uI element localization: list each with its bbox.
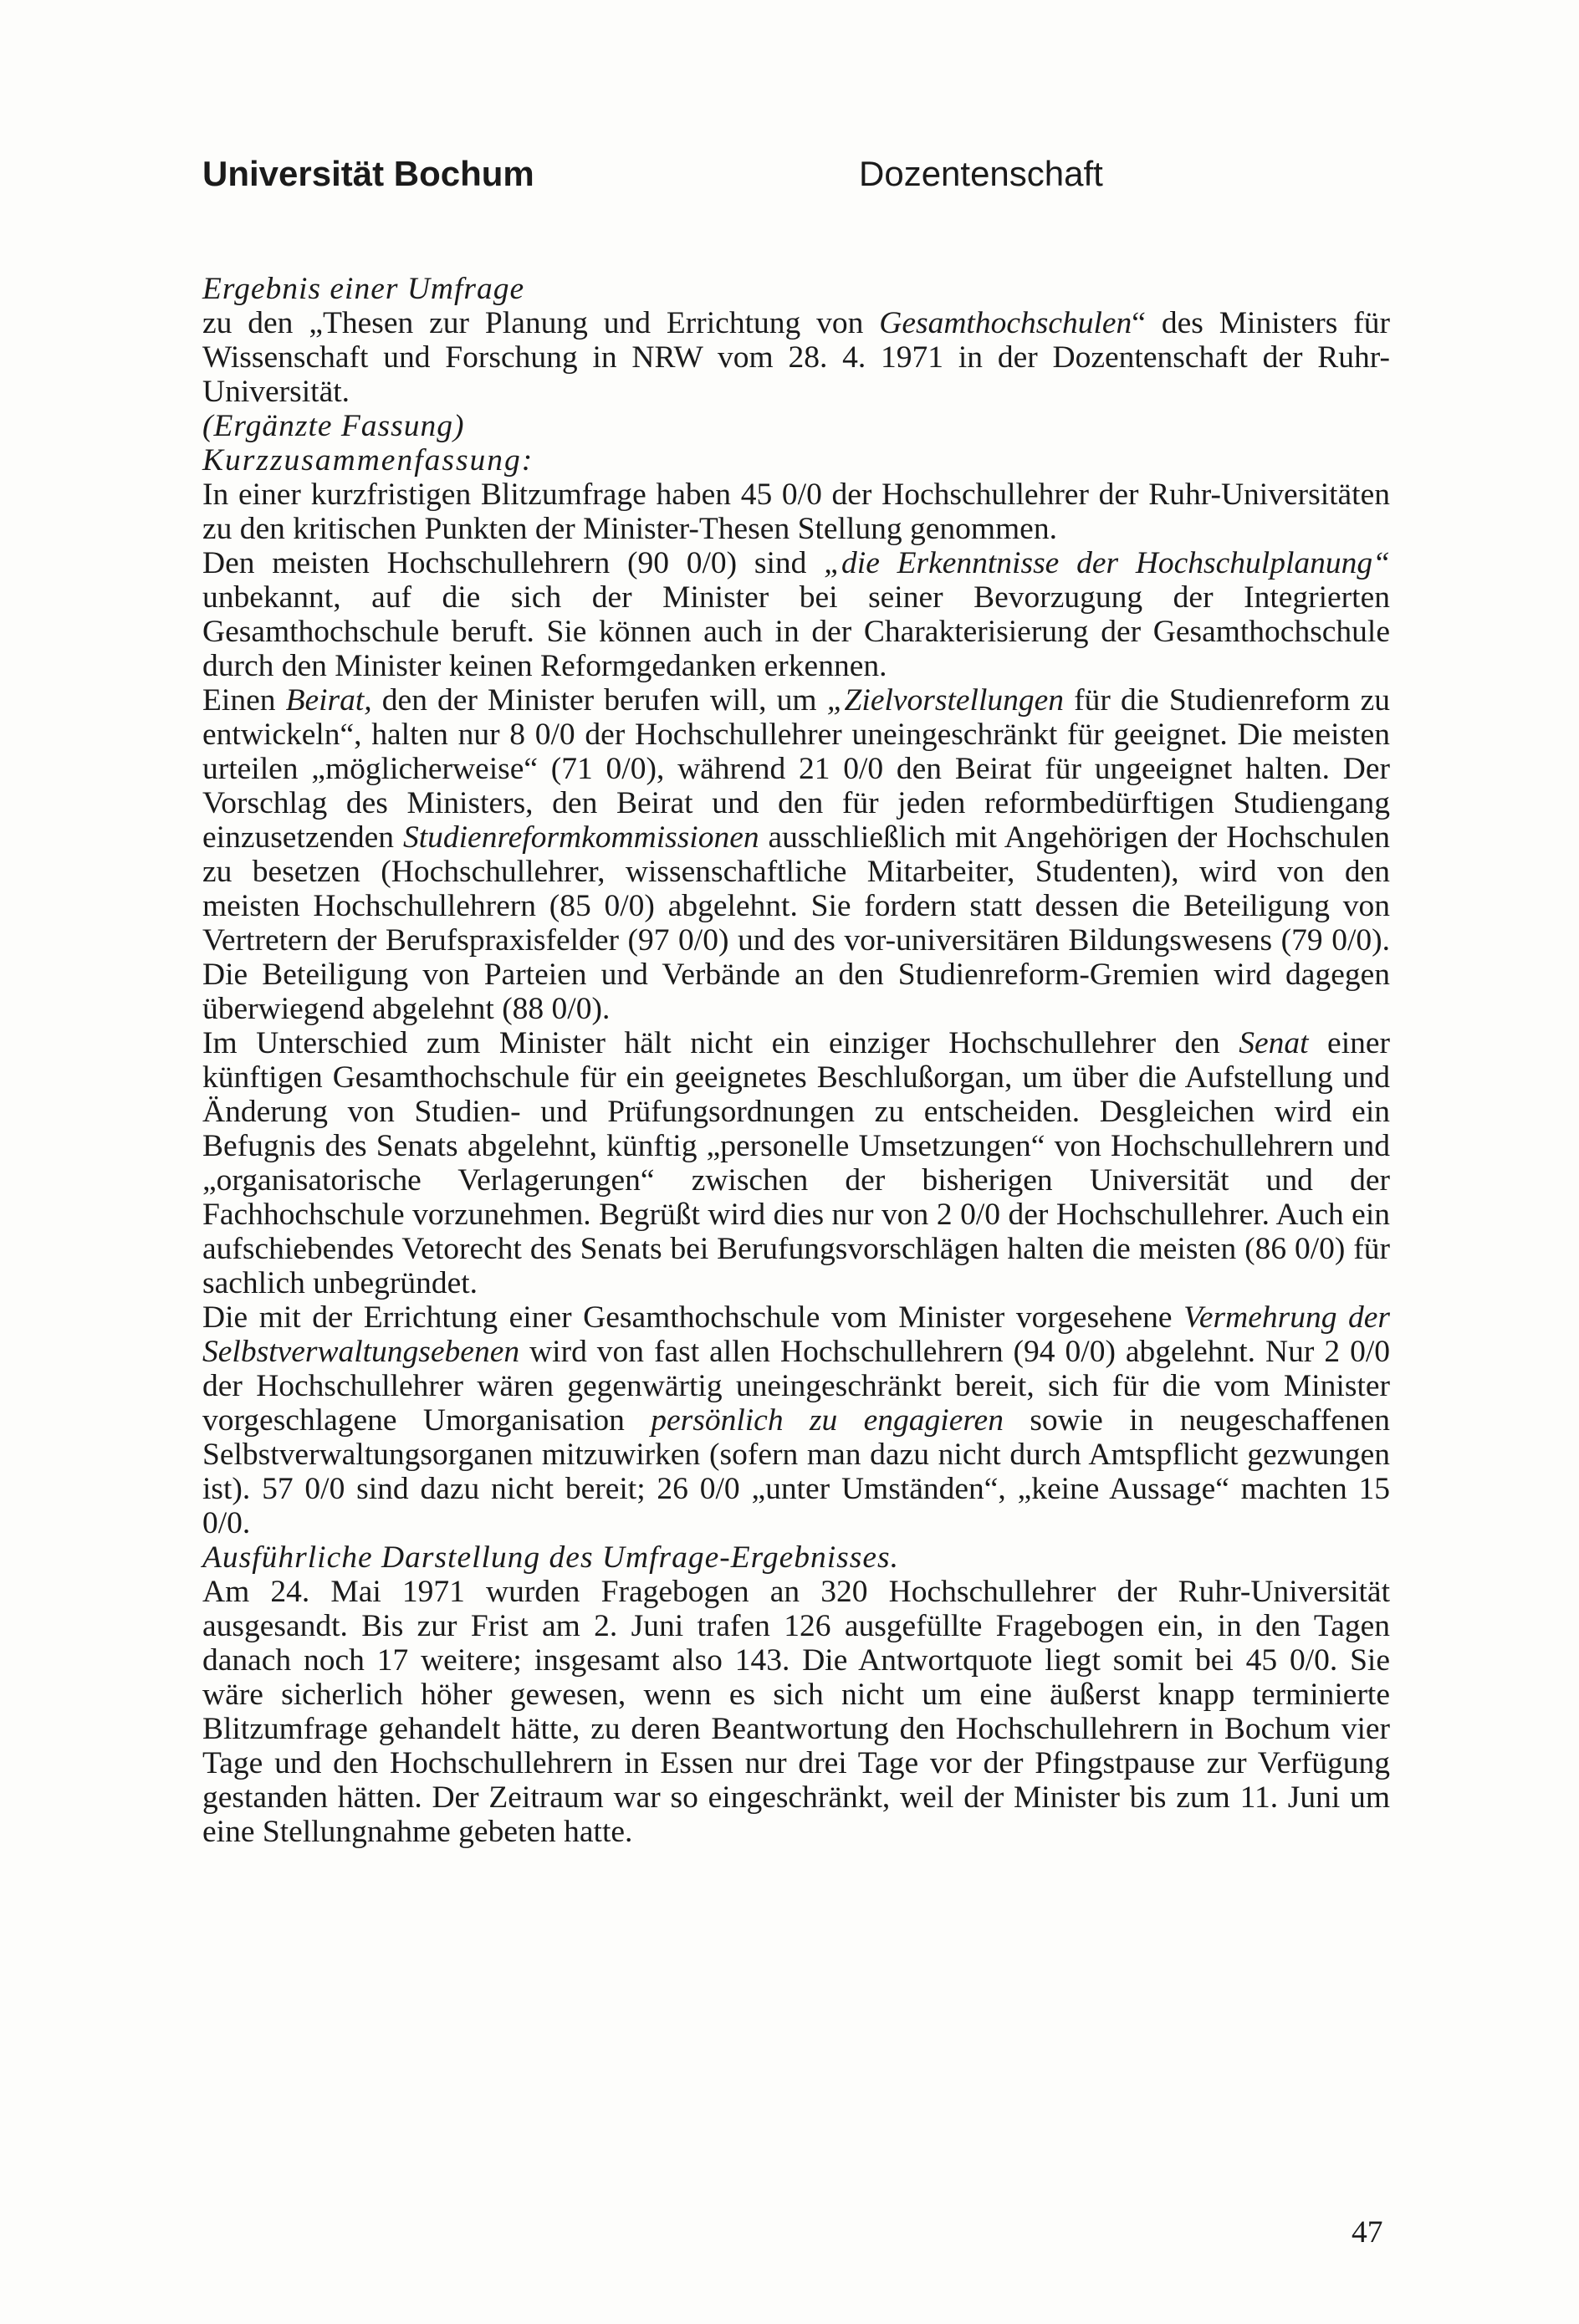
p2-text-a: Den meisten Hochschullehrern (90 0/0) sind — [202, 546, 825, 580]
header-department: Dozentenschaft — [859, 154, 1103, 193]
version-note: (Ergänzte Fassung) — [202, 409, 465, 443]
p5-text-e: sowie in neugeschaffenen Selbstverwaltungsorganen mitzuwirken (sofern man dazu nicht durch Amtspflicht gezwungen ist). 57 0/0 sind dazu nicht bereit; 26 0/0 „unter Umständen“, „keine Aussage“ machten 15 0/0. — [202, 1403, 1391, 1540]
intro-text-a: zu den „Thesen zur Planung und Errichtung von — [202, 306, 880, 340]
intro-paragraph — [202, 306, 1390, 409]
intro-text-c: “ des Ministers für Wissenschaft und Forschung in NRW vom 28. 4. 1971 in der Dozentenschaft der Ruhr-Universität. — [202, 306, 1390, 409]
summary-heading: Kurzzusammenfassung: — [202, 443, 534, 478]
summary-paragraph-4 — [202, 1026, 1390, 1300]
intro-emphasis: Gesamthochschulen — [879, 306, 1132, 340]
summary-paragraph-2 — [202, 546, 1390, 683]
p4-emphasis-senat: Senat — [1239, 1026, 1309, 1060]
p2-emphasis: „die Erkenntnisse der Hochschulplanung“ — [824, 546, 1390, 580]
p3-text-e: für die Studienreform zu entwickeln“, halten nur 8 0/0 der Hochschullehrer uneingeschränkt für geeignet. Die meisten urteilen „möglicherweise“ (71 0/0), während 21 0/0 den Beirat für ungeeignet halten. Der Vorschlag des Ministers, den Beirat und den für jeden reformbedürftigen Studiengang einzusetzenden — [202, 683, 1390, 855]
p5-text-c: wird von fast allen Hochschullehrern (94 0/0) abgelehnt. Nur 2 0/0 der Hochschullehrer wären gegenwärtig uneingeschränkt bereit, sich für die vom Minister vorgeschlagene Umorganisation — [202, 1335, 1390, 1438]
p3-text-a: Einen — [202, 683, 286, 718]
p4-text-a: Im Unterschied zum Minister hält nicht ein einziger Hochschullehrer den — [202, 1026, 1239, 1060]
header-institution: Universität Bochum — [202, 154, 534, 193]
document-body — [202, 272, 1390, 1849]
p3-emphasis-ziel: „Zielvorstellungen — [826, 683, 1065, 718]
p5-text-a: Die mit der Errichtung einer Gesamthochschule vom Minister vorgesehene — [202, 1300, 1184, 1335]
page-number: 47 — [1352, 2215, 1383, 2250]
p5-emphasis-engagieren: persönlich zu engagieren — [651, 1403, 1004, 1438]
p3-text-c: den der Minister berufen will, um — [371, 683, 827, 718]
p4-text-c: einer künftigen Gesamthochschule für ein geeignetes Beschlußorgan, um über die Aufstellung und Änderung von Studien- und Prüfungsordnungen zu entscheiden. Desgleichen wird ein Befugnis des Senats abgelehnt, künftig „personelle Umsetzungen“ von Hochschullehrern und „organisatorische Verlagerungen“ zwischen der bisherigen Universität und der Fachhochschule vorzunehmen. Begrüßt wird dies nur von 2 0/0 der Hochschullehrer. Auch ein aufschiebendes Vetorecht des Senats bei Berufungsvorschlägen halten die meisten (86 0/0) für sachlich unbegründet. — [202, 1026, 1390, 1300]
p3-emphasis-beirat: Beirat, — [285, 683, 372, 718]
section-heading: Ausführliche Darstellung des Umfrage-Ergebnisses. — [202, 1540, 899, 1575]
p3-emphasis-kommission: Studienreformkommissionen — [402, 820, 759, 855]
p5-emphasis-vermehrung: Vermehrung der Selbstverwaltungsebenen — [202, 1300, 1390, 1369]
p2-text-c: unbekannt, auf die sich der Minister bei seiner Bevorzugung der Integrierten Gesamthochschule beruft. Sie können auch in der Charakterisierung der Gesamthochschule durch den Minister keinen Reformgedanken erkennen. — [202, 580, 1390, 683]
summary-paragraph-5 — [202, 1300, 1390, 1540]
document-title: Ergebnis einer Umfrage — [202, 272, 525, 306]
summary-paragraph-1: In einer kurzfristigen Blitzumfrage haben 45 0/0 der Hochschullehrer der Ruhr-Universitäten zu den kritischen Punkten der Minister-Thesen Stellung genommen. — [202, 478, 1390, 546]
summary-paragraph-3 — [202, 683, 1390, 1026]
detail-paragraph-1: Am 24. Mai 1971 wurden Fragebogen an 320 Hochschullehrer der Ruhr-Universität ausgesandt. Bis zur Frist am 2. Juni trafen 126 ausgefüllte Fragebogen ein, in den Tagen danach noch 17 weitere; insgesamt also 143. Die Antwortquote liegt somit bei 45 0/0. Sie wäre sicherlich höher gewesen, wenn es sich nicht um eine äußerst knapp terminierte Blitzumfrage gehandelt hätte, zu deren Beantwortung den Hochschullehrern in Bochum vier Tage und den Hochschullehrern in Essen nur drei Tage vor der Pfingstpause zur Verfügung gestanden hätten. Der Zeitraum war so eingeschränkt, weil der Minister bis zum 11. Juni um eine Stellungnahme gebeten hatte. — [202, 1575, 1390, 1849]
p3-text-g: ausschließlich mit Angehörigen der Hochschulen zu besetzen (Hochschullehrer, wissenschaftliche Mitarbeiter, Studenten), wird von den meisten Hochschullehrern (85 0/0) abgelehnt. Sie fordern statt dessen die Beteiligung von Vertretern der Berufspraxisfelder (97 0/0) und des vor-universitären Bildungswesens (79 0/0). Die Beteiligung von Parteien und Verbände an den Studienreform-Gremien wird dagegen überwiegend abgelehnt (88 0/0). — [202, 820, 1391, 1026]
